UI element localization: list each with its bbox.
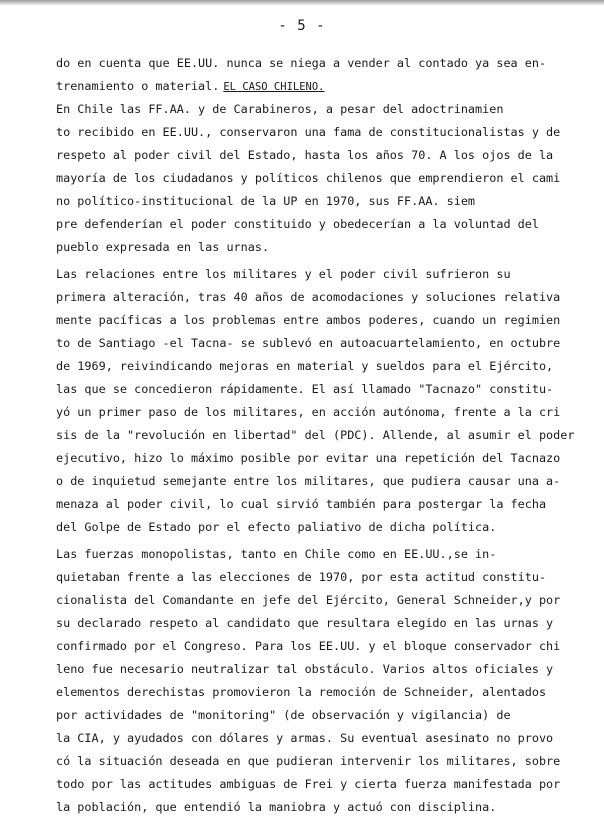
text-line: mayoría de los ciudadanos y políticos chilenos que emprendieron el cami: [56, 171, 561, 185]
text-line: o de inquietud semejante entre los militares, que pudiera causar una a-: [56, 474, 561, 488]
text-line: elementos derechistas promovieron la remoción de Schneider, alentados: [56, 685, 547, 699]
text-line: yó un primer paso de los militares, en acción autónoma, frente a la cri: [56, 405, 561, 419]
text-line: có la situación deseada en que pudieran intervenir los militares, sobre: [56, 754, 561, 768]
text-line: la población, que entendió la maniobra y actuó con disciplina.: [56, 800, 497, 814]
text-line: cionalista del Comandante en jefe del Ejército, General Schneider,y por: [56, 593, 561, 607]
section-heading: EL CASO CHILENO.: [223, 81, 325, 93]
text-line: las que se concedieron rápidamente. El así llamado "Tacnazo" constitu-: [56, 382, 554, 396]
text-line: su declarado respeto al candidato que resultara elegido en las urnas y: [56, 616, 554, 630]
text-line: Las relaciones entre los militares y el poder civil sufrieron su: [56, 267, 511, 281]
text-line: leno fue necesario neutralizar tal obstáculo. Varios altos oficiales y: [56, 662, 554, 676]
text-line: por actividades de "monitoring" (de observación y vigilancia) de: [56, 708, 511, 722]
page-number: - 5 -: [278, 18, 326, 34]
text-line: todo por las actitudes ambiguas de Frei y cierta fuerza manifestada por: [56, 777, 561, 791]
text-line: Las fuerzas monopolistas, tanto en Chile como en EE.UU.,se in-: [56, 547, 497, 561]
text-line: sis de la "revolución en libertad" del (PDC). Allende, al asumir el poder: [56, 428, 575, 442]
text-line: En Chile las FF.AA. y de Carabineros, a pesar del adoctrinamien: [56, 102, 504, 116]
scan-top-edge: [0, 0, 604, 6]
text-line: do en cuenta que EE.UU. nunca se niega a vender al contado ya sea en-: [56, 56, 547, 70]
text-line: respeto al poder civil del Estado, hasta los años 70. A los ojos de la: [56, 148, 554, 162]
text-line: primera alteración, tras 40 años de acomodaciones y soluciones relativa: [56, 290, 561, 304]
text-line: de 1969, reivindicando mejoras en material y sueldos para el Ejército,: [56, 359, 554, 373]
text-line: to de Santiago -el Tacna- se sublevó en autoacuartelamiento, en octubre: [56, 336, 561, 350]
text-line: quietaban frente a las elecciones de 1970, por esta actitud constitu-: [56, 570, 547, 584]
text-line: pueblo expresada en las urnas.: [56, 240, 270, 254]
text-line: ejecutivo, hizo lo máximo posible por evitar una repetición del Tacnazo: [56, 451, 561, 465]
text-line: mente pacíficas a los problemas entre ambos poderes, cuando un regimien: [56, 313, 561, 327]
text-line: pre defenderían el poder constituido y obedecerían a la voluntad del: [56, 217, 539, 231]
text-line: to recibido en EE.UU., conservaron una fama de constitucionalistas y de: [56, 125, 561, 139]
text-line: no político-institucional de la UP en 1970, sus FF.AA. siem: [56, 194, 476, 208]
text-line: trenamiento o material. EL CASO CHILENO.: [56, 79, 325, 93]
text-line: la CIA, y ayudados con dólares y armas. Su eventual asesinato no provo: [56, 731, 554, 745]
text-line: del Golpe de Estado por el efecto paliativo de dicha política.: [56, 520, 497, 534]
text-line: menaza al poder civil, lo cual sirvió también para postergar la fecha: [56, 497, 547, 511]
text-line: confirmado por el Congreso. Para los EE.UU. y el bloque conservador chi: [56, 639, 561, 653]
document-body: [56, 52, 586, 819]
